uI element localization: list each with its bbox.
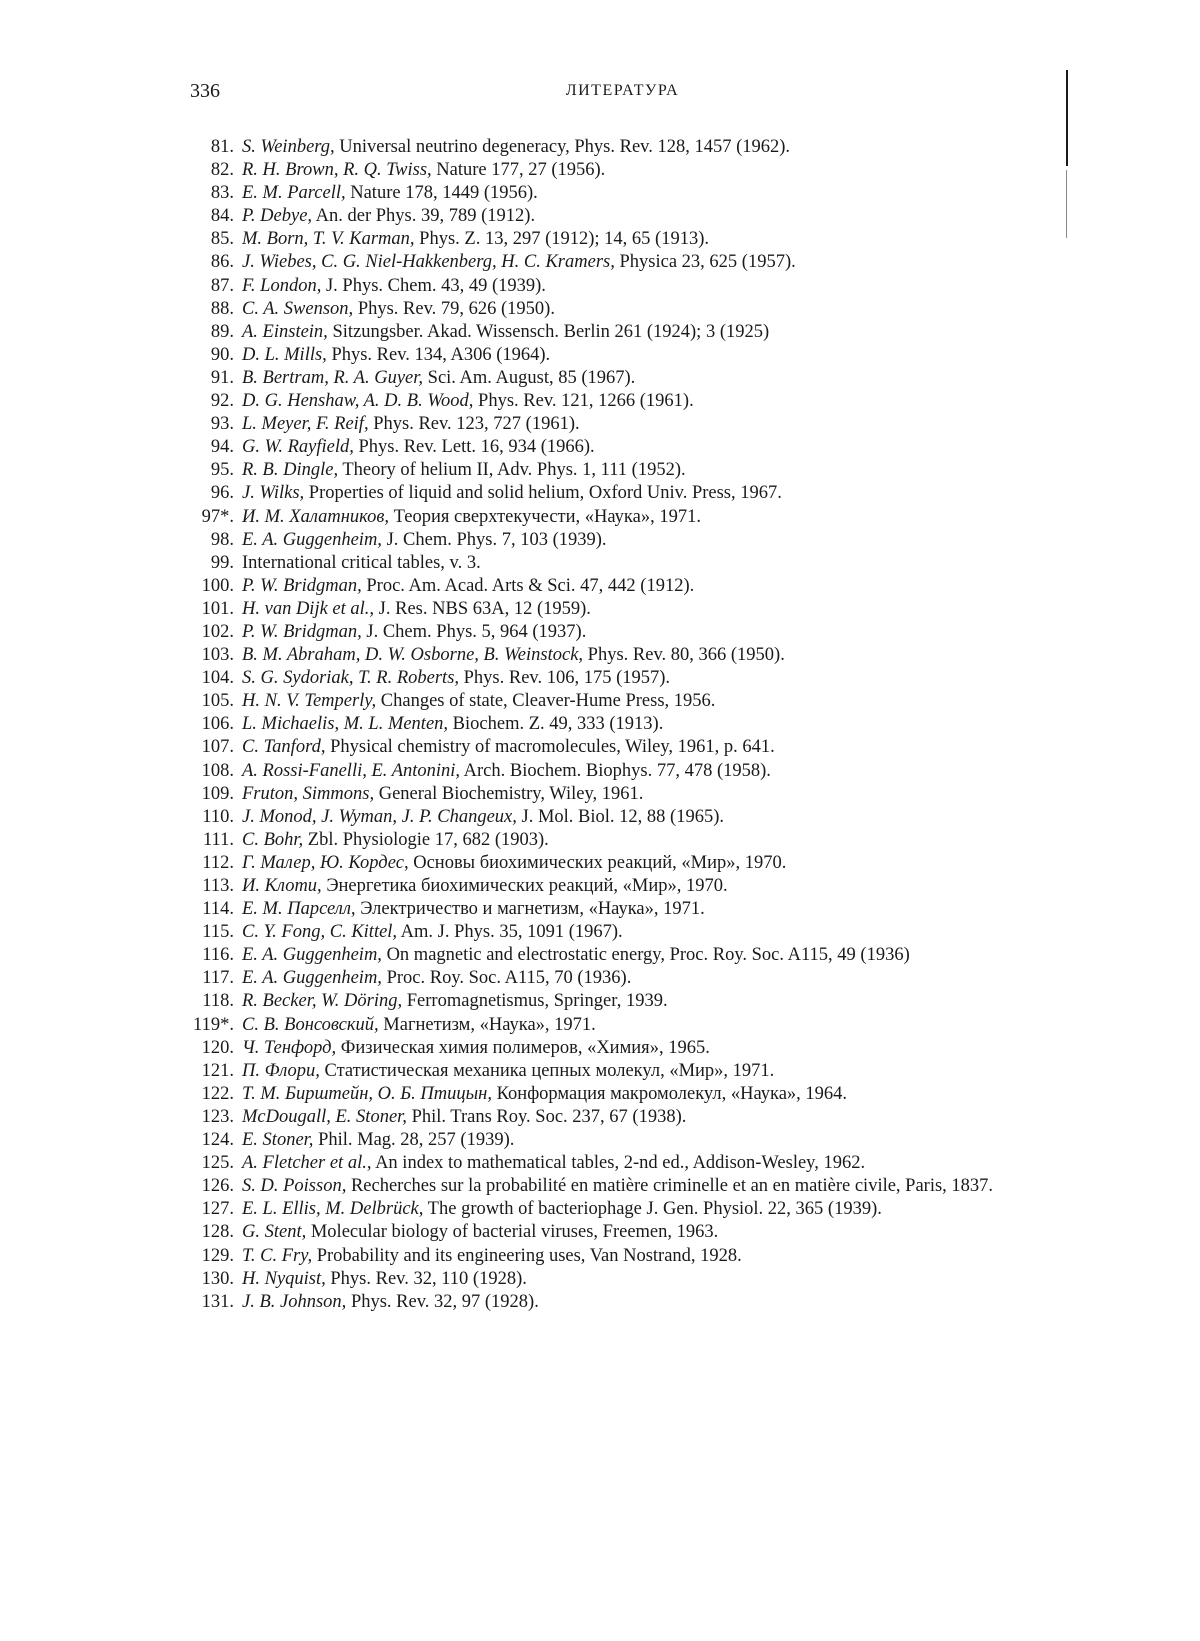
reference-number: 128. — [201, 1222, 234, 1243]
margin-rule — [1066, 70, 1068, 166]
reference-number: 84. — [210, 206, 234, 227]
reference-number: 82. — [210, 160, 234, 181]
reference-authors: G. W. Rayfield, — [242, 437, 354, 458]
reference-number: 111. — [202, 829, 234, 850]
reference-item — [190, 852, 1060, 875]
reference-details: Phys. Rev. 134, A306 (1964). — [326, 344, 551, 365]
reference-details: Основы биохимических реакций, «Мир», 1970. — [408, 852, 787, 873]
reference-item — [190, 1198, 1060, 1221]
reference-number: 129. — [201, 1245, 234, 1266]
reference-item — [190, 644, 1060, 667]
reference-number: 96. — [210, 483, 234, 504]
reference-number: 103. — [201, 645, 234, 666]
reference-item — [190, 298, 1060, 321]
reference-item — [190, 806, 1060, 829]
reference-item — [190, 390, 1060, 413]
reference-number: 118. — [202, 991, 234, 1012]
reference-number: 106. — [201, 714, 234, 735]
reference-item — [190, 228, 1060, 251]
reference-details: Zbl. Physiologie 17, 682 (1903). — [303, 829, 549, 850]
reference-number: 99. — [210, 552, 234, 573]
reference-details: Магнетизм, «Наука», 1971. — [378, 1014, 596, 1035]
reference-number: 130. — [201, 1268, 234, 1289]
reference-item — [190, 459, 1060, 482]
reference-authors: R. H. Brown, R. Q. Twiss, — [242, 160, 432, 181]
reference-item — [190, 713, 1060, 736]
reference-authors: S. G. Sydoriak, T. R. Roberts, — [242, 668, 460, 689]
reference-authors: D. L. Mills, — [242, 344, 327, 365]
reference-details: An index to mathematical tables, 2-nd ed., Addison-Wesley, 1962. — [371, 1153, 866, 1174]
reference-number: 126. — [201, 1176, 234, 1197]
reference-details: Am. J. Phys. 35, 1091 (1967). — [397, 922, 623, 943]
reference-details: J. Phys. Chem. 43, 49 (1939). — [321, 275, 546, 296]
reference-authors: J. Wiebes, C. G. Niel-Hakkenberg, H. C. Kramers, — [242, 252, 615, 273]
reference-details: Энергетика биохимических реакций, «Мир», 1970. — [321, 876, 728, 896]
reference-number: 97*. — [201, 506, 234, 527]
reference-details: Phys. Rev. 80, 366 (1950). — [583, 645, 785, 666]
reference-number: 123. — [201, 1106, 234, 1127]
reference-item — [190, 1152, 1060, 1175]
reference-details: Molecular biology of bacterial viruses, Freemen, 1963. — [306, 1222, 719, 1243]
reference-authors: C. Y. Fong, C. Kittel, — [242, 922, 398, 943]
reference-item — [190, 944, 1060, 967]
reference-details: Phys. Rev. 32, 110 (1928). — [325, 1268, 527, 1289]
reference-authors: P. W. Bridgman, — [242, 575, 362, 596]
reference-number: 122. — [201, 1083, 234, 1104]
reference-authors: L. Meyer, F. Reif, — [242, 414, 369, 435]
reference-authors: McDougall, E. Stoner, — [242, 1106, 407, 1127]
reference-item — [190, 159, 1060, 182]
reference-item — [190, 575, 1060, 598]
reference-authors: D. G. Henshaw, A. D. B. Wood, — [242, 391, 474, 412]
reference-details: Phys. Rev. 121, 1266 (1961). — [473, 391, 694, 412]
reference-item — [190, 829, 1060, 852]
reference-authors: E. Stoner, — [242, 1130, 314, 1151]
reference-number: 110. — [202, 806, 234, 827]
reference-item — [190, 990, 1060, 1013]
reference-number: 81. — [210, 137, 234, 157]
reference-number: 105. — [201, 691, 234, 712]
reference-authors: J. B. Johnson, — [242, 1291, 347, 1312]
reference-number: 93. — [210, 414, 234, 435]
margin-rule-faint — [1066, 170, 1067, 238]
reference-number: 92. — [210, 391, 234, 412]
reference-item — [190, 898, 1060, 921]
reference-number: 90. — [210, 344, 234, 365]
reference-details: International critical tables, v. 3. — [242, 552, 481, 573]
reference-authors: S. D. Poisson, — [242, 1176, 347, 1197]
reference-number: 98. — [210, 529, 234, 550]
reference-item — [190, 182, 1060, 205]
reference-details: Phys. Z. 13, 297 (1912); 14, 65 (1913). — [414, 229, 709, 250]
reference-number: 115. — [202, 922, 234, 943]
reference-item — [190, 1221, 1060, 1244]
reference-item — [190, 760, 1060, 783]
reference-item — [190, 1060, 1060, 1083]
reference-details: Phil. Mag. 28, 257 (1939). — [313, 1130, 515, 1151]
reference-details: An. der Phys. 39, 789 (1912). — [312, 206, 536, 227]
reference-authors: P. Debye, — [242, 206, 313, 227]
reference-authors: С. В. Вонсовский, — [242, 1014, 379, 1035]
reference-number: 87. — [210, 275, 234, 296]
page-number: 336 — [190, 80, 220, 102]
reference-authors: E. L. Ellis, M. Delbrück, — [242, 1199, 424, 1220]
reference-details: Theory of helium II, Adv. Phys. 1, 111 (1952). — [338, 460, 686, 481]
reference-details: Nature 178, 1449 (1956). — [345, 183, 538, 204]
reference-authors: E. A. Guggenheim, — [242, 529, 382, 550]
reference-authors: Е. М. Парселл, — [242, 899, 356, 920]
reference-item — [190, 736, 1060, 759]
reference-authors: G. Stent, — [242, 1222, 307, 1243]
reference-number: 121. — [201, 1060, 234, 1081]
reference-number: 108. — [201, 760, 234, 781]
reference-item — [190, 1014, 1060, 1037]
reference-item — [190, 413, 1060, 436]
reference-details: Ferromagnetismus, Springer, 1939. — [402, 991, 668, 1012]
reference-details: Sitzungsber. Akad. Wissensch. Berlin 261 (1924); 3 (1925) — [327, 321, 770, 342]
reference-item — [190, 1083, 1060, 1106]
reference-item — [190, 275, 1060, 298]
reference-details: Phys. Rev. 79, 626 (1950). — [353, 298, 555, 319]
reference-authors: П. Флори, — [242, 1060, 320, 1081]
reference-details: Теория сверхтекучести, «Наука», 1971. — [389, 506, 701, 527]
reference-number: 112. — [202, 852, 234, 873]
reference-authors: C. Bohr, — [242, 829, 304, 850]
reference-item — [190, 529, 1060, 552]
reference-authors: E. A. Guggenheim, — [242, 945, 382, 966]
reference-item — [190, 321, 1060, 344]
reference-details: Phys. Rev. Lett. 16, 934 (1966). — [353, 437, 595, 458]
reference-details: Biochem. Z. 49, 333 (1913). — [448, 714, 664, 735]
reference-number: 124. — [201, 1130, 234, 1151]
reference-details: Properties of liquid and solid helium, Oxford Univ. Press, 1967. — [304, 483, 782, 504]
reference-item — [190, 921, 1060, 944]
reference-item — [190, 875, 1060, 898]
reference-authors: H. van Dijk et al., — [242, 598, 375, 619]
reference-authors: H. N. V. Temperly, — [242, 691, 377, 712]
reference-details: Proc. Roy. Soc. A115, 70 (1936). — [381, 968, 632, 989]
reference-authors: S. Weinberg, — [242, 137, 335, 157]
reference-item — [190, 482, 1060, 505]
reference-item — [190, 251, 1060, 274]
reference-authors: A. Rossi-Fanelli, E. Antonini, — [242, 760, 461, 781]
reference-number: 83. — [210, 183, 234, 204]
reference-item — [190, 1175, 1060, 1198]
reference-item — [190, 552, 1060, 575]
reference-authors: F. London, — [242, 275, 322, 296]
reference-number: 116. — [202, 945, 234, 966]
reference-item — [190, 621, 1060, 644]
reference-number: 131. — [201, 1291, 234, 1312]
reference-details: On magnetic and electrostatic energy, Proc. Roy. Soc. A115, 49 (1936) — [381, 945, 910, 966]
reference-item — [190, 1106, 1060, 1129]
reference-number: 100. — [201, 575, 234, 596]
reference-number: 113. — [202, 876, 234, 896]
reference-authors: A. Fletcher et al., — [242, 1153, 372, 1174]
reference-authors: Г. Малер, Ю. Кордес, — [242, 852, 409, 873]
reference-details: Конформация макромолекул, «Наука», 1964. — [492, 1083, 848, 1104]
reference-authors: C. A. Swenson, — [242, 298, 354, 319]
reference-authors: И. Клоти, — [242, 876, 322, 896]
reference-authors: R. B. Dingle, — [242, 460, 339, 481]
reference-number: 109. — [201, 783, 234, 804]
reference-details: Recherches sur la probabilité en matière criminelle et an en matière civile, Paris, 1837. — [346, 1176, 994, 1197]
reference-authors: J. Monod, J. Wyman, J. P. Changeux, — [242, 806, 517, 827]
reference-item — [190, 667, 1060, 690]
reference-authors: E. A. Guggenheim, — [242, 968, 382, 989]
reference-details: J. Chem. Phys. 5, 964 (1937). — [361, 621, 587, 642]
reference-number: 102. — [201, 621, 234, 642]
reference-number: 89. — [210, 321, 234, 342]
reference-item — [190, 1291, 1060, 1314]
reference-number: 101. — [201, 598, 234, 619]
reference-details: Nature 177, 27 (1956). — [431, 160, 606, 181]
reference-number: 107. — [201, 737, 234, 758]
reference-item — [190, 1129, 1060, 1152]
reference-details: General Biochemistry, Wiley, 1961. — [374, 783, 644, 804]
reference-details: Physical chemistry of macromolecules, Wiley, 1961, p. 641. — [325, 737, 775, 758]
reference-item — [190, 367, 1060, 390]
reference-item — [190, 506, 1060, 529]
reference-details: Changes of state, Cleaver-Hume Press, 1956. — [376, 691, 716, 712]
reference-authors: Ч. Тенфорд, — [242, 1037, 337, 1058]
reference-details: Phys. Rev. 106, 175 (1957). — [459, 668, 671, 689]
reference-number: 120. — [201, 1037, 234, 1058]
reference-item — [190, 436, 1060, 459]
page-header — [190, 80, 1055, 110]
reference-item — [190, 1037, 1060, 1060]
reference-number: 104. — [201, 668, 234, 689]
reference-authors: C. Tanford, — [242, 737, 326, 758]
reference-authors: L. Michaelis, M. L. Menten, — [242, 714, 449, 735]
reference-details: Статистическая механика цепных молекул, «Мир», 1971. — [319, 1060, 775, 1081]
reference-authors: И. М. Халатников, — [242, 506, 390, 527]
reference-authors: Т. М. Бирштейн, О. Б. Птицын, — [242, 1083, 492, 1104]
reference-details: Sci. Am. August, 85 (1967). — [423, 367, 636, 388]
reference-authors: B. Bertram, R. A. Guyer, — [242, 367, 424, 388]
reference-details: The growth of bacteriophage J. Gen. Physiol. 22, 365 (1939). — [423, 1199, 882, 1220]
reference-authors: R. Becker, W. Döring, — [242, 991, 403, 1012]
reference-details: J. Res. NBS 63A, 12 (1959). — [374, 598, 591, 619]
reference-details: Phys. Rev. 32, 97 (1928). — [346, 1291, 539, 1312]
reference-authors: M. Born, T. V. Karman, — [242, 229, 415, 250]
reference-item — [190, 598, 1060, 621]
reference-item — [190, 783, 1060, 806]
reference-number: 94. — [210, 437, 234, 458]
reference-details: Proc. Am. Acad. Arts & Sci. 47, 442 (1912). — [361, 575, 695, 596]
reference-details: Физическая химия полимеров, «Химия», 1965. — [336, 1037, 710, 1058]
reference-number: 85. — [210, 229, 234, 250]
reference-item — [190, 1245, 1060, 1268]
reference-list — [190, 136, 1060, 1314]
reference-number: 86. — [210, 252, 234, 273]
reference-details: Physica 23, 625 (1957). — [614, 252, 796, 273]
reference-number: 91. — [210, 367, 234, 388]
reference-authors: P. W. Bridgman, — [242, 621, 362, 642]
reference-details: J. Mol. Biol. 12, 88 (1965). — [516, 806, 724, 827]
reference-details: Probability and its engineering uses, Van Nostrand, 1928. — [312, 1245, 742, 1266]
reference-details: Arch. Biochem. Biophys. 77, 478 (1958). — [460, 760, 771, 781]
reference-item — [190, 1268, 1060, 1291]
reference-authors: J. Wilks, — [242, 483, 305, 504]
reference-number: 95. — [210, 460, 234, 481]
reference-number: 127. — [201, 1199, 234, 1220]
reference-number: 114. — [202, 899, 234, 920]
reference-authors: A. Einstein, — [242, 321, 328, 342]
running-title: ЛИТЕРАТУРА — [565, 82, 680, 99]
reference-number: 117. — [202, 968, 234, 989]
reference-details: J. Chem. Phys. 7, 103 (1939). — [381, 529, 607, 550]
reference-authors: E. M. Parcell, — [242, 183, 346, 204]
reference-authors: T. C. Fry, — [242, 1245, 313, 1266]
reference-authors: H. Nyquist, — [242, 1268, 326, 1289]
reference-authors: B. M. Abraham, D. W. Osborne, B. Weinstock, — [242, 645, 584, 666]
reference-details: Phys. Rev. 123, 727 (1961). — [368, 414, 580, 435]
reference-number: 119*. — [193, 1014, 234, 1035]
reference-item — [190, 690, 1060, 713]
reference-details: Universal neutrino degeneracy, Phys. Rev. 128, 1457 (1962). — [334, 137, 791, 157]
reference-item — [190, 136, 1060, 159]
reference-item — [190, 967, 1060, 990]
reference-number: 88. — [210, 298, 234, 319]
reference-details: Phil. Trans Roy. Soc. 237, 67 (1938). — [406, 1106, 687, 1127]
reference-authors: Fruton, Simmons, — [242, 783, 375, 804]
reference-details: Электричество и магнетизм, «Наука», 1971. — [355, 899, 705, 920]
reference-item — [190, 344, 1060, 367]
reference-item — [190, 205, 1060, 228]
reference-number: 125. — [201, 1153, 234, 1174]
